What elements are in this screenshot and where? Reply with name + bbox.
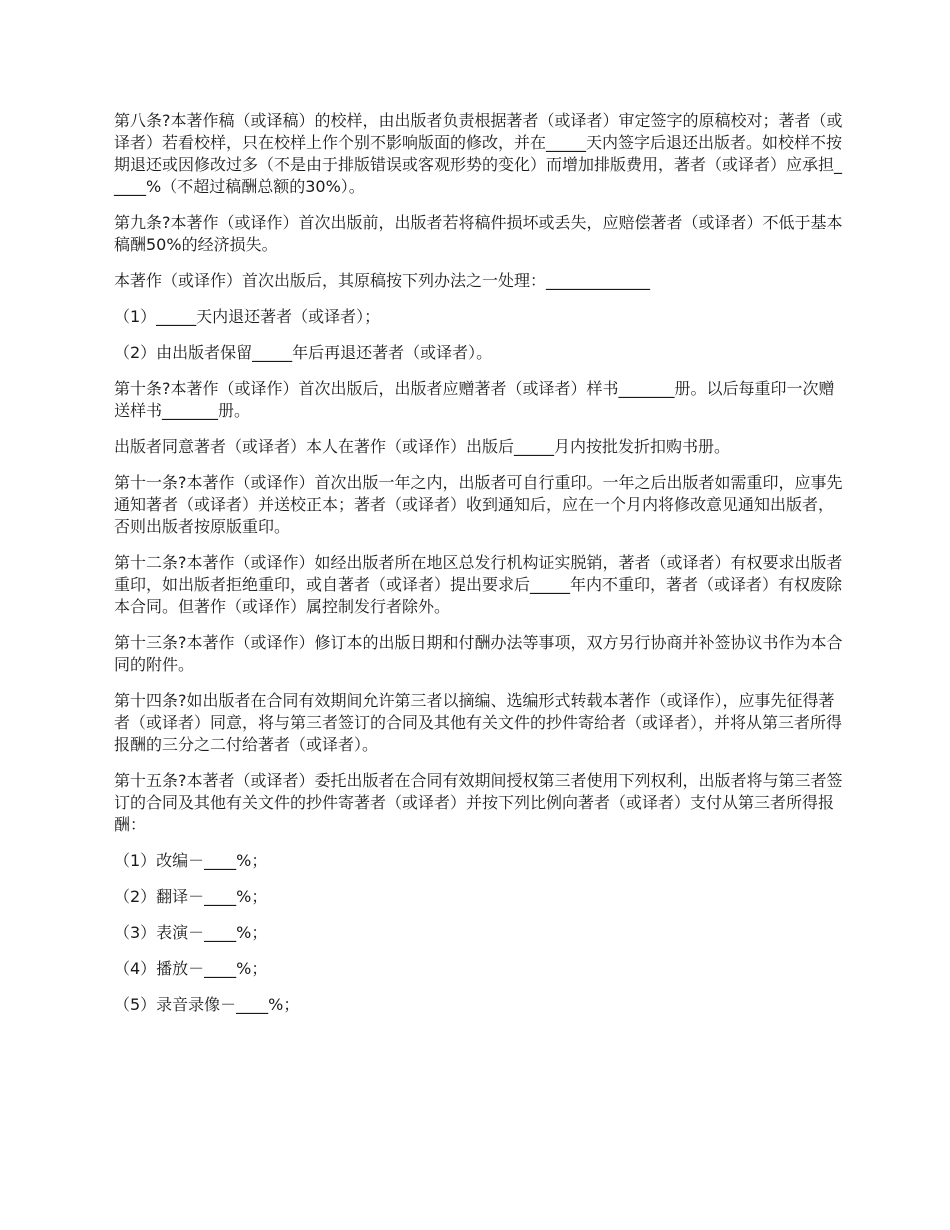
rights-item-recording: （5）录音录像－____%； — [114, 995, 300, 1014]
handling-option-1: （1）_____天内退还著者（或译者）； — [114, 307, 381, 326]
manuscript-handling-paragraph: 本著作（或译作）首次出版后，其原稿按下列办法之一处理：_____________ — [114, 271, 651, 290]
article-13-paragraph: 第十三条?本著作（或译作）修订本的出版日期和付酬办法等事项，双方另行协商并补签协议书作为本合同的附件。 — [114, 633, 843, 674]
rights-item-adaptation: （1）改编－____%； — [114, 851, 268, 870]
rights-item-translation: （2）翻译－____%； — [114, 887, 268, 906]
purchase-paragraph: 出版者同意著者（或译者）本人在著作（或译作）出版后_____月内按批发折扣购书册。 — [114, 437, 731, 456]
article-9-paragraph: 第九条?本著作（或译作）首次出版前，出版者若将稿件损坏或丢失，应赔偿著者（或译者）不低于基本稿酬50%的经济损失。 — [114, 213, 843, 254]
article-11-paragraph: 第十一条?本著作（或译作）首次出版一年之内，出版者可自行重印。一年之后出版者如需重印，应事先通知著者（或译者）并送校正本；著者（或译者）收到通知后，应在一个月内将修改意见通知出版者，否则出版者按原版重印。 — [114, 473, 843, 536]
article-12-paragraph: 第十二条?本著作（或译作）如经出版者所在地区总发行机构证实脱销，著者（或译者）有权要求出版者重印，如出版者拒绝重印，或自著者（或译者）提出要求后_____年内不重印，著者（或译者）有权废除本合同。但著作（或译作）属控制发行者除外。 — [114, 553, 843, 616]
rights-item-performance: （3）表演－____%； — [114, 923, 268, 942]
rights-item-broadcast: （4）播放－____%； — [114, 959, 268, 978]
document-body — [114, 110, 844, 1030]
article-10-paragraph: 第十条?本著作（或译作）首次出版后，出版者应赠著者（或译者）样书_______册。以后每重印一次赠送样书_______册。 — [114, 379, 835, 420]
handling-option-2: （2）由出版者保留_____年后再退还著者（或译者）。 — [114, 343, 493, 362]
article-8-paragraph: 第八条?本著作稿（或译稿）的校样，由出版者负责根据著者（或译者）审定签字的原稿校对；著者（或译者）若看校样，只在校样上作个别不影响版面的修改，并在_____天内签字后退还出版者。如校样不按期退还或因修改过多（不是由于排版错误或客观形势的变化）而增加排版费用，著者（或译者）应承担_____%（不超过稿酬总额的30%）。 — [114, 111, 843, 196]
article-14-paragraph: 第十四条?如出版者在合同有效期间允许第三者以摘编、选编形式转载本著作（或译作），应事先征得著者（或译者）同意，将与第三者签订的合同及其他有关文件的抄件寄给者（或译者），并将从第三者所得报酬的三分之二付给著者（或译者）。 — [114, 691, 843, 754]
article-15-paragraph: 第十五条?本著者（或译者）委托出版者在合同有效期间授权第三者使用下列权利，出版者将与第三者签订的合同及其他有关文件的抄件寄著者（或译者）并按下列比例向著者（或译者）支付从第三者所得报酬： — [114, 771, 843, 834]
